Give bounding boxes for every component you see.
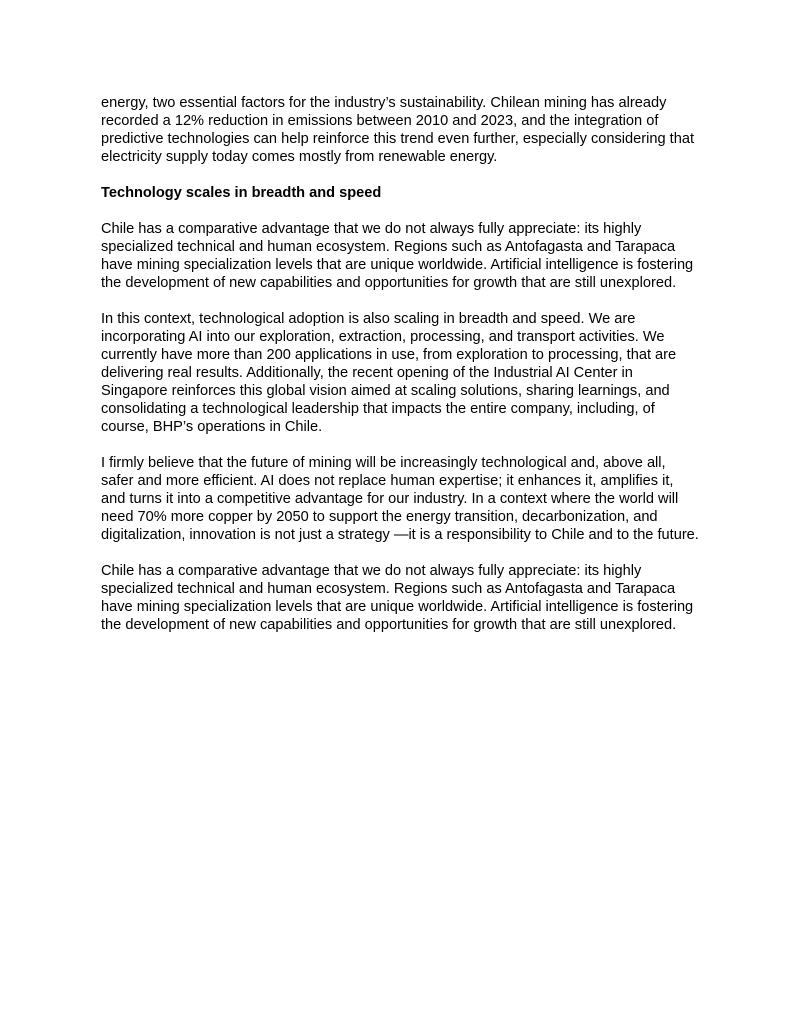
paragraph-comparative-advantage: Chile has a comparative advantage that we do not always fully appreciate: its highly specialized technical and human ecosystem. Regions such as Antofagasta and Tarapaca have mining specialization levels that are unique worldwide. Artificial intelligence is fostering the development of new capabilities and opportunities for growth that are still unexplored.: [101, 221, 694, 291]
document-body: [101, 94, 701, 652]
paragraph-comparative-advantage-repeat: Chile has a comparative advantage that we do not always fully appreciate: its highly specialized technical and human ecosystem. Regions such as Antofagasta and Tarapaca have mining specialization levels that are unique worldwide. Artificial intelligence is fostering the development of new capabilities and opportunities for growth that are still unexplored.: [101, 563, 694, 633]
paragraph-technological-adoption: In this context, technological adoption is also scaling in breadth and speed. We are incorporating AI into our exploration, extraction, processing, and transport activities. We currently have more than 200 applications in use, from exploration to processing, that are delivering real results. Additionally, the recent opening of the Industrial AI Center in Singapore reinforces this global vision aimed at scaling solutions, sharing learnings, and consolidating a technological leadership that impacts the entire company, including, of course, BHP’s operations in Chile.: [101, 311, 677, 435]
section-heading: Technology scales in breadth and speed: [101, 185, 382, 201]
paragraph-energy-emissions: energy, two essential factors for the industry’s sustainability. Chilean mining has already recorded a 12% reduction in emissions between 2010 and 2023, and the integration of predictive technologies can help reinforce this trend even further, especially considering that electricity supply today comes mostly from renewable energy.: [101, 95, 695, 165]
paragraph-future-of-mining: I firmly believe that the future of mining will be increasingly technological and, above all, safer and more efficient. AI does not replace human expertise; it enhances it, amplifies it, and turns it into a competitive advantage for our industry. In a context where the world will need 70% more copper by 2050 to support the energy transition, decarbonization, and digitalization, innovation is not just a strategy —it is a responsibility to Chile and to the future.: [101, 455, 699, 543]
